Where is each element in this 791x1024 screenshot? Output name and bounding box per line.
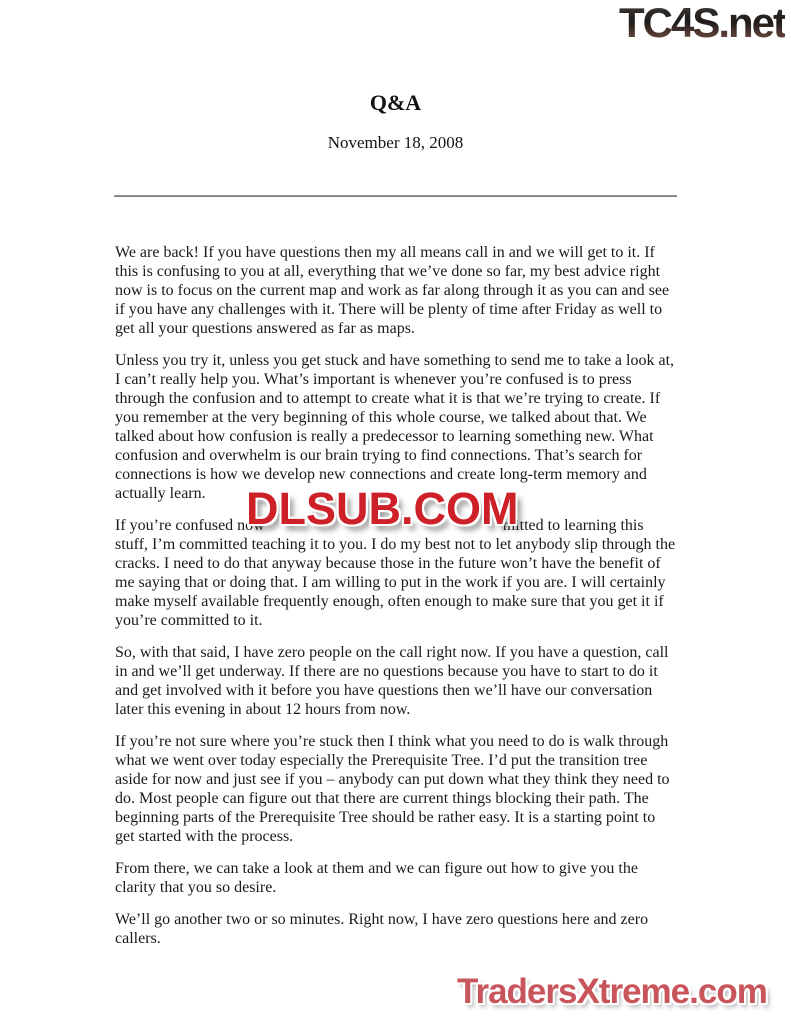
paragraph-fragment: mitted to learning this stuff, I’m committed teaching it to you. I do my best not to let anybody slip through the cracks. I need to do that anyway because those in the future won’t have the benefit of me saying that or doing that. I am willing to put in the work if you are. I will certainly make myself available frequently enough, often enough to make sure that you get it if you’re committed to it. bbox=[115, 517, 676, 629]
dlsub-watermark: DLSUB.COM bbox=[246, 483, 519, 534]
paragraph: We’ll go another two or so minutes. Right now, I have zero questions here and zero callers. bbox=[115, 911, 649, 947]
document-date: November 18, 2008 bbox=[327, 133, 464, 152]
paragraph-fragment: If you’re confused now bbox=[115, 517, 265, 534]
tradersxtreme-watermark: TradersXtreme.com bbox=[457, 972, 767, 1011]
paragraph: Unless you try it, unless you get stuck and have something to send me to take a look at, I can’t really help you. What’s important is whenever you’re confused is to press through the confusion and to attempt to create what it is that we’re trying to create. If you remember at the very beginning of this whole course, we talked about that. We talked about how confusion is really a predecessor to learning something new. What confusion and overwhelm is our brain trying to find connections. That’s search for connections is how we develop new connections and create long-term memory and actually learn. bbox=[115, 352, 675, 502]
tc4s-logo-watermark: TC4S.net bbox=[618, 0, 785, 46]
horizontal-rule bbox=[114, 195, 677, 197]
document-body bbox=[115, 243, 678, 961]
paragraph: So, with that said, I have zero people on the call right now. If you have a question, call in and we’ll get underway. If there are no questions because you have to start to do it and get involved with it before you have questions then we’ll have our conversation later this evening in about 12 hours from now. bbox=[115, 644, 669, 718]
paragraph: We are back! If you have questions then my all means call in and we will get to it. If this is confusing to you at all, everything that we’ve done so far, my best advice right now is to focus on the current map and work as far along through it as you can and see if you have any challenges with it. There will be plenty of time after Friday as well to get all your questions answered as far as maps. bbox=[115, 244, 670, 337]
paragraph: If you’re not sure where you’re stuck then I think what you need to do is walk through what we went over today especially the Prerequisite Tree. I’d put the transition tree aside for now and just see if you – anybody can put down what they think they need to do. Most people can figure out that there are current things blocking their path. The beginning parts of the Prerequisite Tree should be rather easy. It is a starting point to get started with the process. bbox=[115, 733, 670, 845]
page-title: Q&A bbox=[369, 90, 422, 115]
paragraph: From there, we can take a look at them and we can figure out how to give you the clarity that you so desire. bbox=[115, 860, 638, 896]
